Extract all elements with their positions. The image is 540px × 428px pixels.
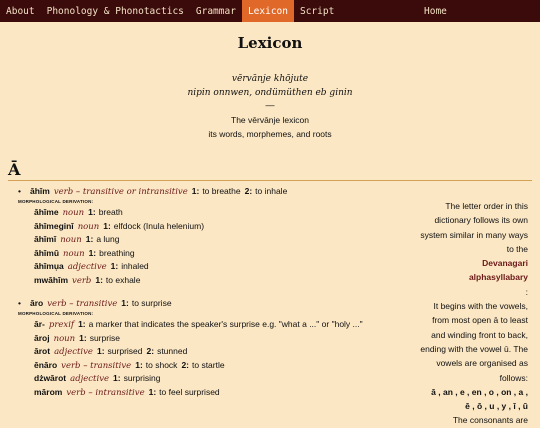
divider-dash: —	[265, 100, 275, 110]
sense-text: breath	[98, 207, 123, 217]
derivation-row	[0, 318, 410, 332]
derivation-word: āhīmụa	[34, 261, 64, 271]
sense-text: a lung	[96, 234, 120, 244]
sense-text: surprising	[123, 373, 161, 383]
subtitle	[0, 113, 540, 141]
sense-number: 1:	[96, 346, 105, 356]
derivation-pos: noun	[77, 221, 100, 232]
bullet-icon: •	[18, 298, 21, 308]
sense-number: 1:	[88, 207, 96, 217]
motto-line-2: nipin onnwen, ondümüthen eb ginin	[187, 88, 353, 98]
derivation-word: āhīmū	[34, 247, 60, 258]
nav-lexicon[interactable]: Lexicon	[242, 0, 294, 22]
derivation-word: ār-	[34, 319, 45, 329]
entry-gap	[0, 287, 410, 296]
sense-text: to exhale	[105, 274, 141, 285]
section-rule	[8, 180, 532, 181]
note-line: ending with the vowel ū. The	[420, 343, 528, 354]
derivation-word: mārom	[34, 386, 63, 397]
sense-number: 1:	[88, 247, 97, 258]
sense-number: 2:	[181, 359, 189, 370]
derivation-pos: verb	[72, 275, 92, 286]
derivation-row	[0, 386, 410, 400]
sense-number: 1:	[110, 261, 119, 271]
derivation-word: āhīmī	[34, 234, 57, 244]
derivation-word: ēnāro	[34, 359, 58, 370]
note-line: The letter order in this	[445, 201, 528, 211]
derivation-pos: noun	[63, 248, 85, 259]
morph-derivation-label: MORPHOLOGICAL DERIVATION:	[18, 311, 94, 316]
entry	[0, 184, 410, 287]
sense-number: 1:	[148, 386, 157, 397]
page-title: Lexicon	[237, 34, 303, 52]
derivation-pos: noun	[53, 333, 76, 344]
motto-line-1: vērvānje khōjute	[231, 74, 309, 84]
note-line: dictionary follows its own	[434, 215, 528, 226]
nav-about[interactable]: About	[6, 5, 35, 17]
derivation-pos: adjective	[67, 262, 107, 272]
alphasyllabary-link[interactable]: alphasyllabary	[468, 272, 528, 283]
note-line: It begins with the vowels,	[433, 301, 528, 312]
sense-text: a marker that indicates the speaker's surprise e.g. "what a ..." or "holy ..."	[88, 319, 363, 329]
sense-text: inhaled	[121, 261, 149, 271]
sense-text: breathing	[99, 247, 135, 258]
nav-home[interactable]: Home	[424, 5, 447, 17]
note-line: :	[525, 286, 528, 297]
entry-pos: verb – transitive	[47, 299, 118, 309]
entry	[0, 296, 410, 399]
sense-text: surprise	[89, 332, 120, 343]
note-line: from most open ā to least	[432, 315, 528, 326]
entry-word: āro	[30, 298, 44, 308]
subtitle-line-2: its words, morphemes, and roots	[208, 129, 332, 139]
sense-number: 1:	[78, 319, 86, 329]
sense-text: elfdock (Inula helenium)	[113, 220, 205, 231]
sense-text: to breathe	[202, 186, 241, 196]
note-line: follows:	[499, 372, 528, 383]
note-line: to the	[506, 243, 528, 254]
derivation-row	[0, 359, 410, 373]
derivation-word: āroj	[34, 332, 50, 343]
derivation-word: dżwārot	[34, 373, 67, 383]
sense-number: 2:	[146, 346, 155, 356]
note-line: and winding front to back,	[431, 329, 528, 340]
entry-word: āhīm	[30, 186, 50, 196]
sense-text: to startle	[192, 359, 225, 370]
note-line: The consonants are	[452, 415, 528, 426]
sense-number: 1:	[191, 186, 200, 196]
derivation-pos: noun	[62, 208, 85, 218]
letter-order-note	[410, 199, 528, 428]
devanagari-link[interactable]: Devanagari	[482, 258, 528, 269]
note-line: system similar in many ways	[420, 229, 528, 240]
vowel-order-line: ē , ō , u , y , ī , ū	[465, 401, 528, 412]
sense-number: 1:	[121, 298, 129, 308]
nav-grammar[interactable]: Grammar	[195, 5, 236, 17]
note-line: vowels are organised as	[436, 358, 528, 369]
derivation-pos: adjective	[70, 374, 110, 384]
sense-number: 1:	[79, 332, 87, 343]
subtitle-line-1: The vērvānje lexicon	[231, 115, 309, 125]
derivation-row	[0, 206, 410, 220]
sense-number: 2:	[244, 186, 253, 196]
derivation-row	[0, 220, 410, 234]
derivation-word: āhīmeginī	[34, 220, 74, 231]
derivation-row	[0, 332, 410, 346]
sense-text: to shock	[145, 359, 178, 370]
entry-headline	[0, 184, 410, 198]
derivation-row	[0, 260, 410, 274]
nav-script[interactable]: Script	[299, 5, 335, 17]
entry-pos: verb – transitive or intransitive	[53, 187, 188, 197]
sense-number: 1:	[113, 373, 121, 383]
morph-derivation-label: MORPHOLOGICAL DERIVATION:	[18, 199, 94, 204]
derivation-pos: noun	[60, 235, 82, 245]
sense-text: to feel surprised	[159, 386, 220, 397]
letter-heading: Ā	[8, 160, 21, 179]
bullet-icon: •	[18, 186, 21, 196]
sense-text: stunned	[157, 346, 188, 356]
derivation-row	[0, 274, 410, 288]
derivation-word: ārot	[34, 346, 51, 356]
derivation-pos: prexif	[48, 320, 75, 330]
top-nav	[0, 0, 540, 22]
sense-number: 1:	[103, 220, 111, 231]
sense-text: to inhale	[255, 186, 288, 196]
derivation-row	[0, 247, 410, 261]
entry-headline	[0, 296, 410, 310]
derivation-row	[0, 345, 410, 359]
derivation-row	[0, 233, 410, 247]
derivation-pos: verb – transitive	[61, 360, 132, 371]
nav-phonology[interactable]: Phonology & Phonotactics	[46, 5, 184, 17]
sense-number: 1:	[95, 274, 103, 285]
sense-number: 1:	[85, 234, 94, 244]
derivation-word: āhīme	[34, 207, 59, 217]
vowel-order-line: ā , an , e , en , o , on , a ,	[431, 386, 528, 397]
entries-list	[0, 184, 410, 399]
motto	[0, 72, 540, 100]
sense-text: to surprise	[131, 298, 172, 308]
derivation-word: mwāhīm	[34, 274, 69, 285]
derivation-pos: verb – intransitive	[66, 387, 145, 398]
sense-number: 1:	[135, 359, 143, 370]
derivation-pos: adjective	[54, 347, 93, 357]
derivation-row	[0, 372, 410, 386]
sense-text: surprised	[107, 346, 143, 356]
